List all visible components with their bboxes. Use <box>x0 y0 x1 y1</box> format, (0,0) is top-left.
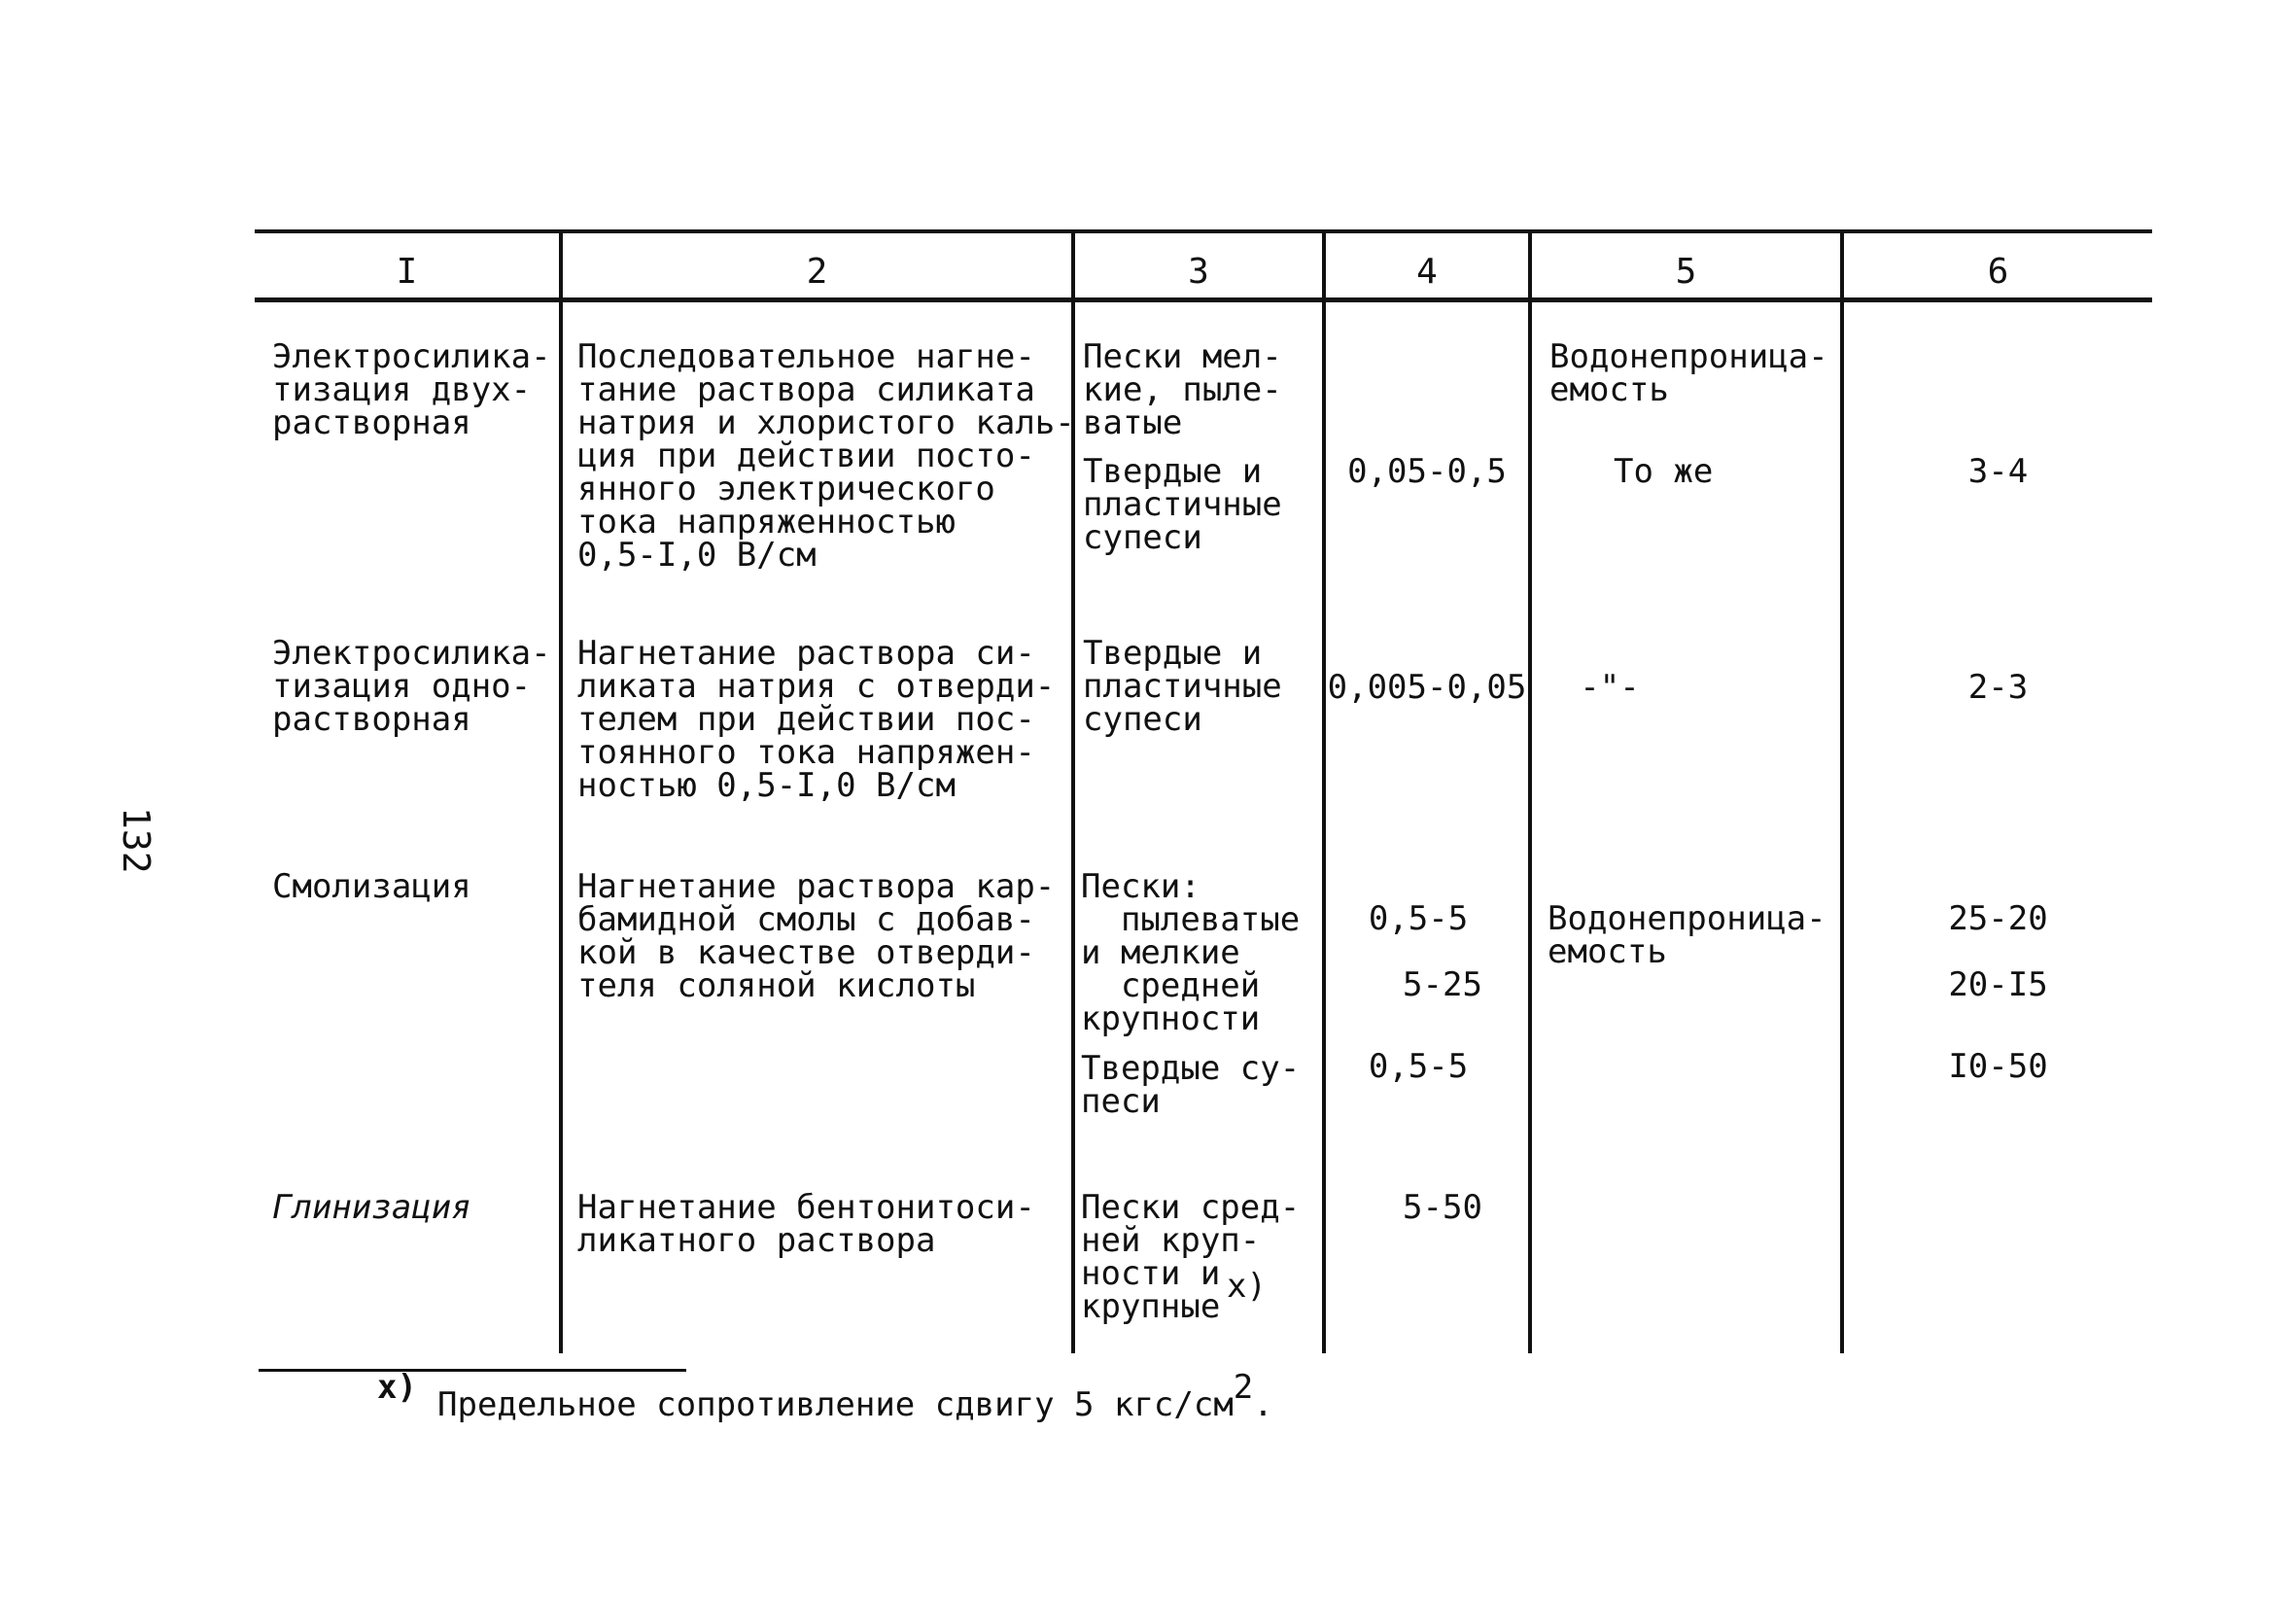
footnote-rule <box>259 1369 686 1372</box>
method-cell: Смолизация <box>272 867 471 906</box>
coefficient-cell: 0,5-5 <box>1368 1047 1469 1086</box>
column-divider <box>1528 233 1532 1353</box>
soil-cell: Пески мел- кие, пыле- ватые <box>1083 337 1282 442</box>
strength-cell: I0-50 <box>1948 1047 2048 1086</box>
soil-cell: Твердые су- песи <box>1081 1049 1301 1121</box>
column-header: 6 <box>1987 252 2009 292</box>
strength-cell: 20-I5 <box>1948 965 2048 1004</box>
footnote-text: Предельное сопротивление сдвигу 5 кгс/см <box>437 1385 1234 1424</box>
coefficient-cell: 0,05-0,5 <box>1347 452 1507 491</box>
description-cell: Нагнетание раствора кар- бамидной смолы с добав- кой в качестве отверди- теля соляной кислоты <box>577 867 1056 1005</box>
coefficient-cell: 5-50 <box>1403 1188 1482 1227</box>
soil-cell: Твердые и пластичные супеси <box>1083 634 1282 739</box>
column-header: 2 <box>806 252 828 292</box>
strength-cell: 25-20 <box>1948 899 2048 938</box>
page-number: 132 <box>115 807 157 874</box>
purpose-cell: Водонепроница- емость <box>1549 337 1828 409</box>
soil-cell: средней крупности <box>1081 966 1261 1038</box>
footnote-end: . <box>1253 1385 1273 1424</box>
purpose-cell: То же <box>1614 452 1714 491</box>
coefficient-cell: 0,005-0,05 <box>1327 668 1527 707</box>
column-header: I <box>396 252 418 292</box>
purpose-cell: Водонепроница- емость <box>1548 899 1826 971</box>
method-cell: Электросилика- тизация одно- растворная <box>272 634 551 739</box>
column-divider <box>1840 233 1844 1353</box>
footnote-mark: x) <box>377 1368 417 1407</box>
soil-cell: Пески сред- ней круп- ности и крупные <box>1081 1188 1301 1326</box>
method-cell: Электросилика- тизация двух- растворная <box>272 337 551 442</box>
soil-cell: Пески: пылеватые и мелкие <box>1081 867 1301 972</box>
soil-cell: Твердые и пластичные супеси <box>1083 452 1282 557</box>
column-header: 4 <box>1416 252 1438 292</box>
coefficient-cell: 0,5-5 <box>1368 899 1469 938</box>
method-cell: Глинизация <box>272 1188 471 1227</box>
column-divider <box>1322 233 1326 1353</box>
description-cell: Нагнетание бентонитоси- ликатного раствора <box>577 1188 1035 1260</box>
footnote-superscript: 2 <box>1233 1368 1254 1407</box>
coefficient-cell: 5-25 <box>1403 965 1482 1004</box>
footnote <box>437 1368 1273 1424</box>
table-header-rule <box>255 297 2152 302</box>
column-header: 3 <box>1188 252 1209 292</box>
purpose-cell: -"- <box>1580 668 1640 707</box>
description-cell: Последовательное нагне- тание раствора силиката натрия и хлористого каль- ция при действии посто- янного электрического тока напряженностью 0,5-I,0 В/см <box>577 337 1075 575</box>
strength-cell: 3-4 <box>1967 452 2029 491</box>
column-header: 5 <box>1675 252 1697 292</box>
description-cell: Нагнетание раствора си- ликата натрия с отверди- телем при действии пос- тоянного тока напряжен- ностью 0,5-I,0 В/см <box>577 634 1056 805</box>
table-top-rule <box>255 229 2152 233</box>
strength-cell: 2-3 <box>1967 668 2029 707</box>
footnote-reference: x) <box>1227 1267 1267 1306</box>
column-divider <box>559 233 563 1353</box>
